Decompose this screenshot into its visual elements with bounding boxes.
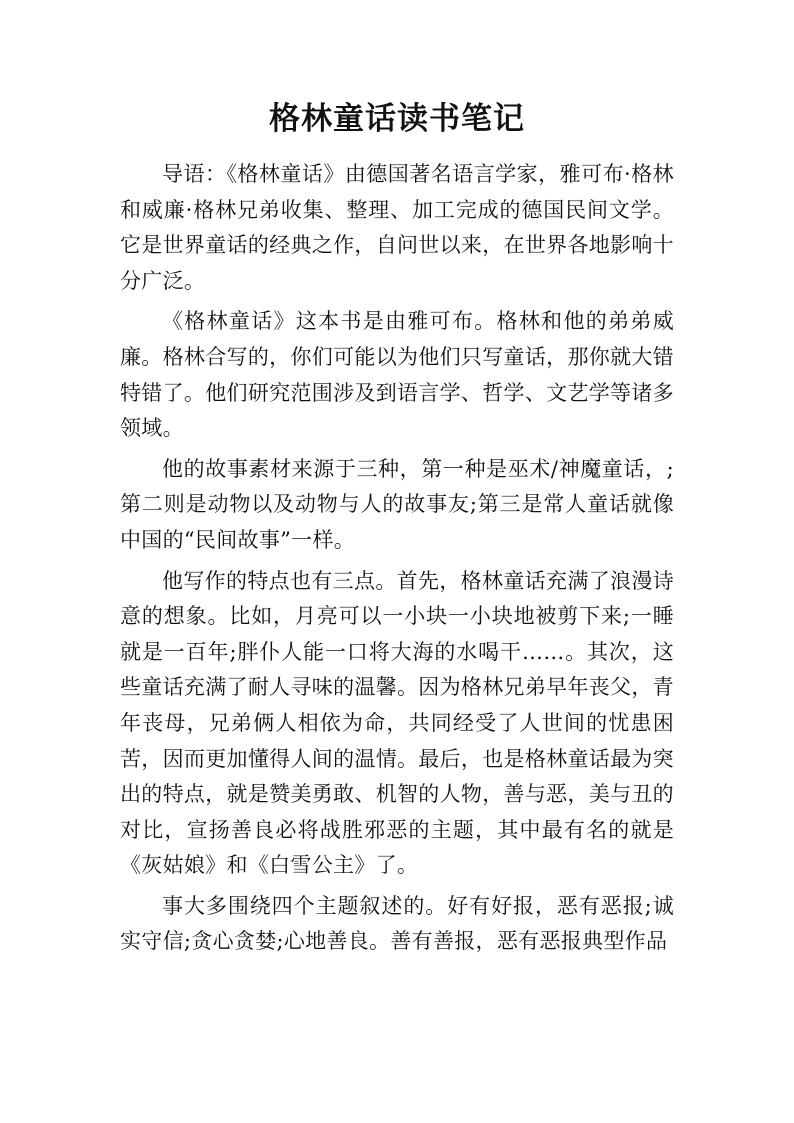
paragraph-sources: 他的故事素材来源于三种，第一种是巫术/神魔童话，;第二则是动物以及动物与人的故事友;第三是常人童话就像中国的“民间故事”一样。 bbox=[120, 456, 674, 552]
paragraph-intro: 导语：《格林童话》由德国著名语言学家，雅可布·格林和威廉·格林兄弟收集、整理、加工完成的德国民间文学。它是世界童话的经典之作，自问世以来，在世界各地影响十分广泛。 bbox=[120, 162, 674, 293]
paragraph-features: 他写作的特点也有三点。首先，格林童话充满了浪漫诗意的想象。比如，月亮可以一小块一小块地被剪下来;一睡就是一百年;胖仆人能一口将大海的水喝干……。其次，这些童话充满了耐人寻味的温馨。因为格林兄弟早年丧父，青年丧母，兄弟俩人相依为命，共同经受了人世间的忧患困苦，因而更加懂得人间的温情。最后，也是格林童话最为突出的特点，就是赞美勇敢、机智的人物，善与恶，美与丑的对比，宣扬善良必将战胜邪恶的主题，其中最有名的就是《灰姑娘》和《白雪公主》了。 bbox=[120, 568, 674, 878]
document-title: 格林童话读书笔记 bbox=[269, 101, 525, 137]
paragraph-authors: 《格林童话》这本书是由雅可布。格林和他的弟弟威廉。格林合写的，你们可能以为他们只写童话，那你就大错特错了。他们研究范围涉及到语言学、哲学、文艺学等诸多领域。 bbox=[120, 309, 674, 441]
document-body bbox=[120, 157, 674, 965]
paragraph-themes: 事大多围绕四个主题叙述的。好有好报，恶有恶报;诚实守信;贪心贪婪;心地善良。善有善报，恶有恶报典型作品 bbox=[120, 893, 674, 954]
